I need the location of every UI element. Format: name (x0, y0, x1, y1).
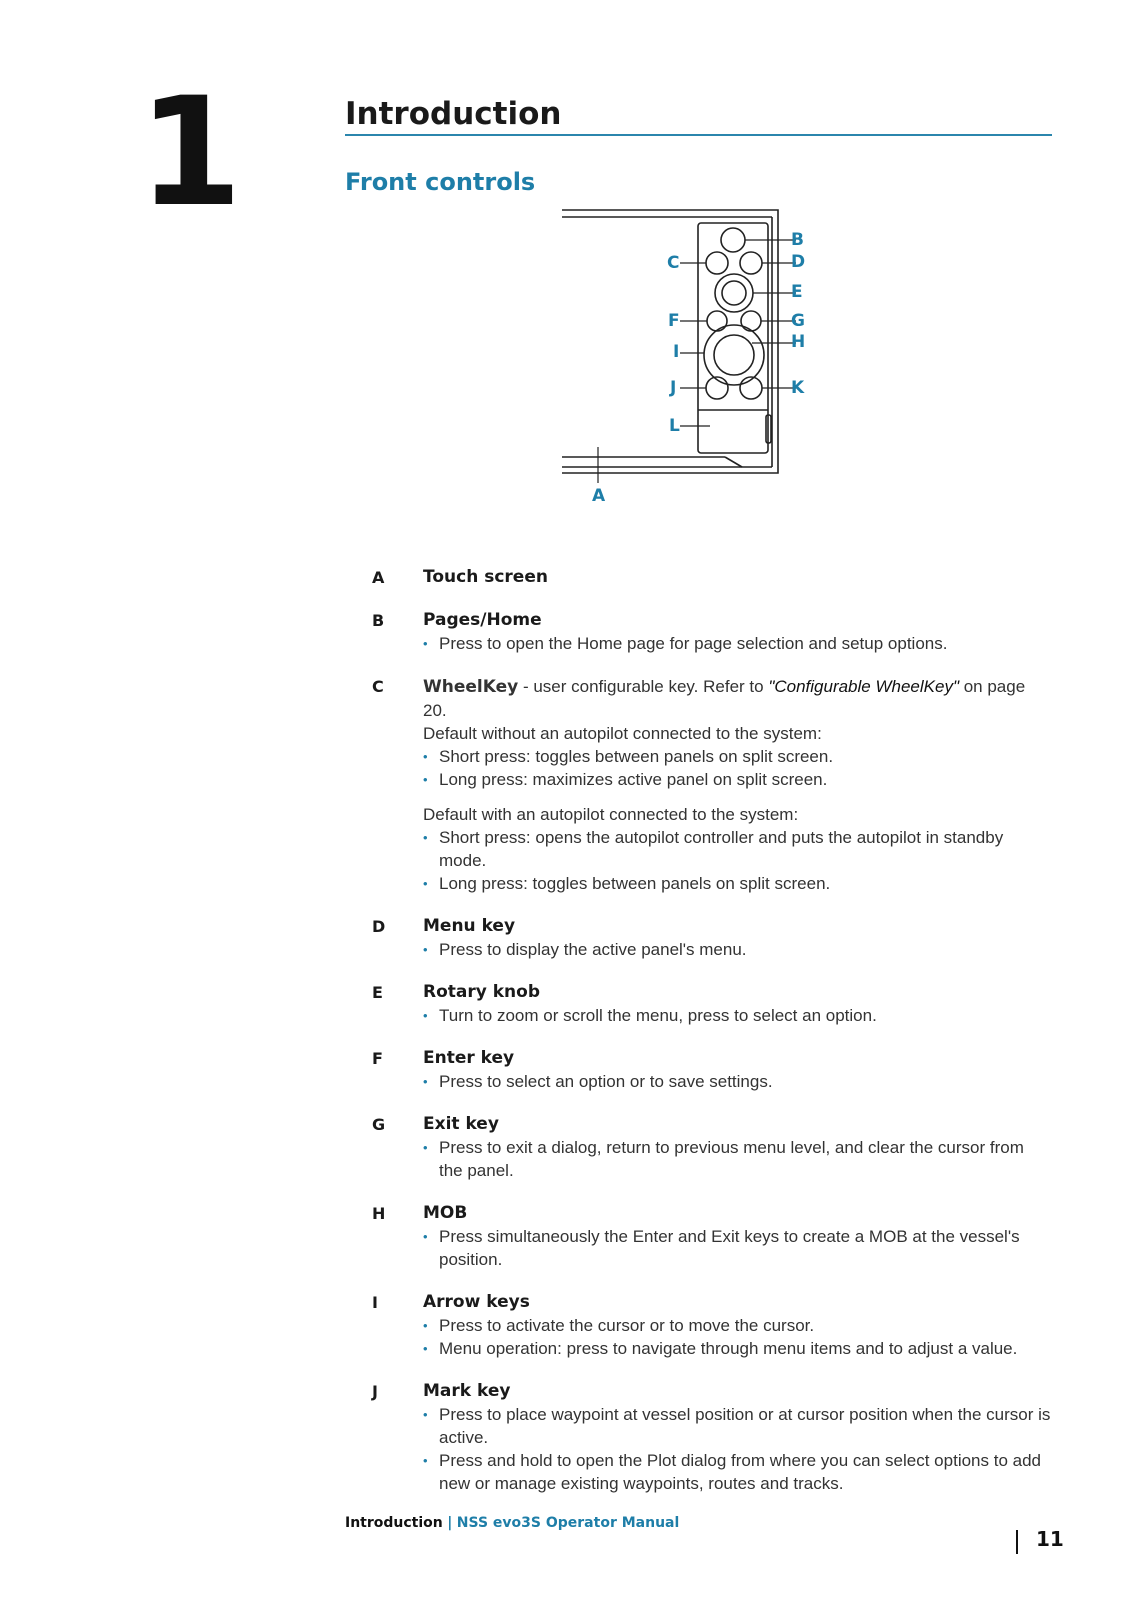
label-h: H (791, 332, 806, 352)
page-number: 11 (1036, 1527, 1064, 1551)
list-item (372, 1380, 1052, 1495)
item-paragraph: Default with an autopilot connected to the system: (423, 805, 799, 824)
page-number-divider (1016, 1530, 1018, 1554)
item-heading: Arrow keys (423, 1292, 530, 1312)
item-letter: A (372, 568, 385, 587)
item-heading: Pages/Home (423, 610, 542, 630)
list-item (372, 1291, 1052, 1360)
label-b: B (791, 230, 804, 250)
arrow-keys (704, 325, 764, 385)
item-letter: D (372, 917, 386, 936)
item-letter: E (372, 983, 383, 1002)
item-heading: Enter key (423, 1048, 515, 1068)
label-c: C (667, 253, 680, 273)
item-heading: WheelKey (423, 677, 519, 697)
item-letter: J (372, 1382, 378, 1401)
list-item (372, 1202, 1052, 1271)
section-title: Front controls (345, 168, 536, 196)
item-heading-suffix: - user configurable key. Refer to (518, 677, 769, 696)
bullet-item: • Press to open the Home page for page selection and setup options. (423, 632, 1052, 655)
bullet-item: • Press simultaneously the Enter and Exit keys to create a MOB at the vessel's position. (423, 1225, 1052, 1271)
label-g: G (791, 311, 805, 331)
label-d: D (791, 252, 806, 272)
list-item (372, 981, 1052, 1027)
list-item (372, 1113, 1052, 1182)
item-letter: B (372, 611, 385, 630)
label-l: L (669, 416, 680, 436)
bullet-item: • Long press: maximizes active panel on split screen. (423, 768, 1052, 791)
item-heading: Mark key (423, 1381, 511, 1401)
item-heading: Touch screen (423, 567, 548, 587)
list-item (372, 566, 1052, 589)
item-heading: MOB (423, 1203, 468, 1223)
item-letter: I (372, 1293, 378, 1312)
bullet-item: • Menu operation: press to navigate through menu items and to adjust a value. (423, 1337, 1052, 1360)
bullet-item: • Press to place waypoint at vessel position or at cursor position when the cursor is active. (423, 1403, 1052, 1449)
title-rule (345, 134, 1052, 136)
label-a: A (592, 486, 606, 506)
item-heading: Exit key (423, 1114, 499, 1134)
item-heading: Rotary knob (423, 982, 541, 1002)
wheelkey (706, 252, 728, 274)
item-letter: H (372, 1204, 386, 1223)
footer-section: Introduction (345, 1515, 443, 1531)
menu-key (740, 252, 762, 274)
chapter-number: 1 (138, 66, 239, 240)
bullet-item: • Press to select an option or to save settings. (423, 1070, 1052, 1093)
item-paragraph: Default without an autopilot connected to the system: (423, 724, 822, 743)
bullet-item: • Press to activate the cursor or to move the cursor. (423, 1314, 1052, 1337)
page-footer (345, 1515, 679, 1531)
rotary-knob (715, 274, 753, 312)
item-letter: F (372, 1049, 383, 1068)
front-controls-diagram (560, 205, 820, 510)
label-i: I (673, 342, 680, 362)
enter-key (707, 311, 727, 331)
bullet-item: • Short press: opens the autopilot controller and puts the autopilot in standby mode. (423, 826, 1052, 872)
label-f: F (668, 311, 680, 331)
bullet-item: • Press to display the active panel's menu. (423, 938, 1052, 961)
bullet-item: • Short press: toggles between panels on split screen. (423, 745, 1052, 768)
label-e: E (791, 282, 803, 302)
item-letter: C (372, 677, 384, 696)
bullet-item: • Long press: toggles between panels on split screen. (423, 872, 1052, 895)
footer-separator: | (447, 1515, 453, 1531)
list-item (372, 609, 1052, 655)
list-item (372, 675, 1052, 895)
footer-manual-title: NSS evo3S Operator Manual (456, 1515, 680, 1531)
list-item (372, 1047, 1052, 1093)
item-letter: G (372, 1115, 386, 1134)
controls-list (372, 566, 1052, 1515)
reference-page: on page 20. (423, 677, 1026, 720)
chapter-title: Introduction (345, 96, 562, 132)
bullet-item: • Turn to zoom or scroll the menu, press to select an option. (423, 1004, 1052, 1027)
bullet-item: • Press to exit a dialog, return to previous menu level, and clear the cursor from the panel. (423, 1136, 1052, 1182)
cross-reference-link[interactable]: "Configurable WheelKey" (768, 677, 959, 696)
bullet-item: • Press and hold to open the Plot dialog from where you can select options to add new or manage existing waypoints, routes and tracks. (423, 1449, 1052, 1495)
pages-home-key (721, 228, 745, 252)
list-item (372, 915, 1052, 961)
label-k: K (791, 378, 805, 398)
item-heading: Menu key (423, 916, 516, 936)
exit-key (741, 311, 761, 331)
label-j: J (670, 378, 677, 398)
